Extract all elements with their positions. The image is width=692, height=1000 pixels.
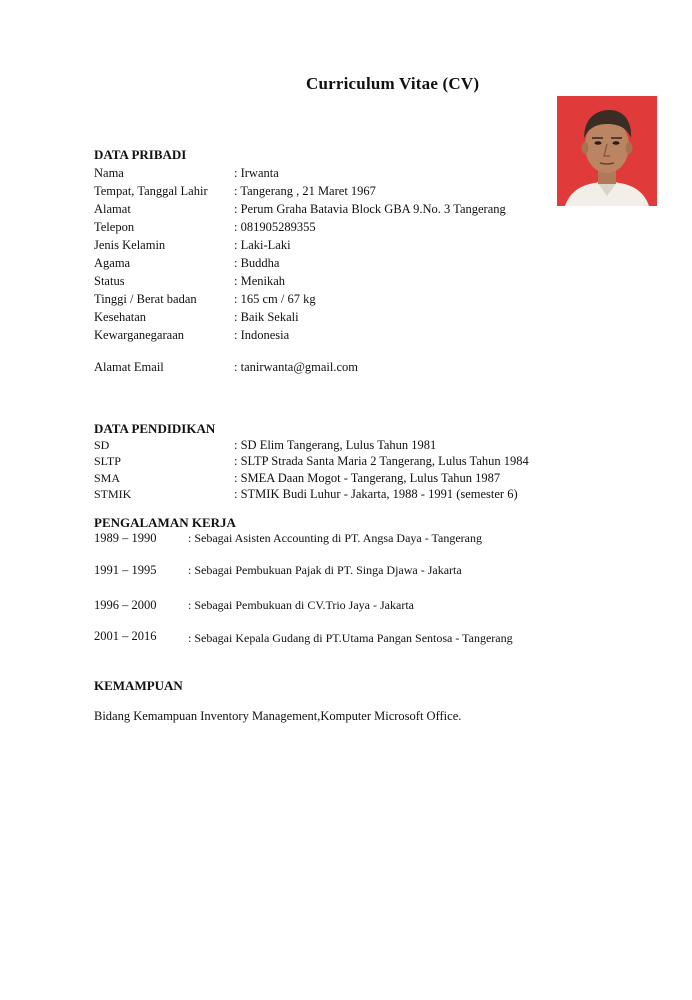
- field-label: Tinggi / Berat badan: [94, 292, 197, 306]
- work-description: : Sebagai Asisten Accounting di PT. Angsa Daya - Tangerang: [188, 531, 482, 545]
- work-period: 1991 – 1995: [94, 563, 157, 577]
- field-value: : Perum Graha Batavia Block GBA 9.No. 3 Tangerang: [234, 202, 506, 216]
- field-value: : Baik Sekali: [234, 310, 299, 324]
- field-label: Status: [94, 274, 125, 288]
- data-pendidikan-heading: DATA PENDIDIKAN: [94, 421, 216, 436]
- pengalaman-kerja-heading: PENGALAMAN KERJA: [94, 515, 236, 530]
- education-detail: : SD Elim Tangerang, Lulus Tahun 1981: [234, 438, 437, 452]
- field-label: Nama: [94, 166, 124, 180]
- field-value: : 081905289355: [234, 220, 316, 234]
- education-level: SD: [94, 438, 110, 452]
- field-value: : Menikah: [234, 274, 286, 288]
- education-level: STMIK: [94, 487, 132, 501]
- kemampuan-text: Bidang Kemampuan Inventory Management,Komputer Microsoft Office.: [94, 709, 462, 723]
- page-title: Curriculum Vitae (CV): [306, 74, 480, 93]
- field-label: Kesehatan: [94, 310, 147, 324]
- field-value: : Laki-Laki: [234, 238, 291, 252]
- field-value: : Irwanta: [234, 166, 279, 180]
- education-detail: : STMIK Budi Luhur - Jakarta, 1988 - 1991 (semester 6): [234, 487, 518, 501]
- field-label: Kewarganegaraan: [94, 328, 184, 342]
- field-label: Jenis Kelamin: [94, 238, 166, 252]
- work-description: : Sebagai Pembukuan di CV.Trio Jaya - Jakarta: [188, 598, 414, 612]
- field-value: : tanirwanta@gmail.com: [234, 360, 358, 374]
- work-description: : Sebagai Kepala Gudang di PT.Utama Pangan Sentosa - Tangerang: [188, 631, 513, 645]
- field-label: Alamat Email: [94, 360, 164, 374]
- work-period: 1996 – 2000: [94, 598, 157, 612]
- field-value: : Buddha: [234, 256, 280, 270]
- portrait-image: [557, 96, 657, 206]
- field-value: : Indonesia: [234, 328, 290, 342]
- field-value: : Tangerang , 21 Maret 1967: [234, 184, 376, 198]
- education-level: SLTP: [94, 454, 121, 468]
- education-level: SMA: [94, 471, 121, 485]
- work-description: : Sebagai Pembukuan Pajak di PT. Singa Djawa - Jakarta: [188, 563, 462, 577]
- data-pribadi-heading: DATA PRIBADI: [94, 147, 187, 162]
- field-label: Tempat, Tanggal Lahir: [94, 184, 208, 198]
- kemampuan-heading: KEMAMPUAN: [94, 678, 183, 693]
- field-label: Alamat: [94, 202, 131, 216]
- work-period: 1989 – 1990: [94, 531, 157, 545]
- work-period: 2001 – 2016: [94, 629, 157, 643]
- field-label: Telepon: [94, 220, 135, 234]
- field-value: : 165 cm / 67 kg: [234, 292, 316, 306]
- education-detail: : SMEA Daan Mogot - Tangerang, Lulus Tahun 1987: [234, 471, 501, 485]
- profile-photo: [557, 96, 657, 206]
- education-detail: : SLTP Strada Santa Maria 2 Tangerang, Lulus Tahun 1984: [234, 454, 529, 468]
- field-label: Agama: [94, 256, 131, 270]
